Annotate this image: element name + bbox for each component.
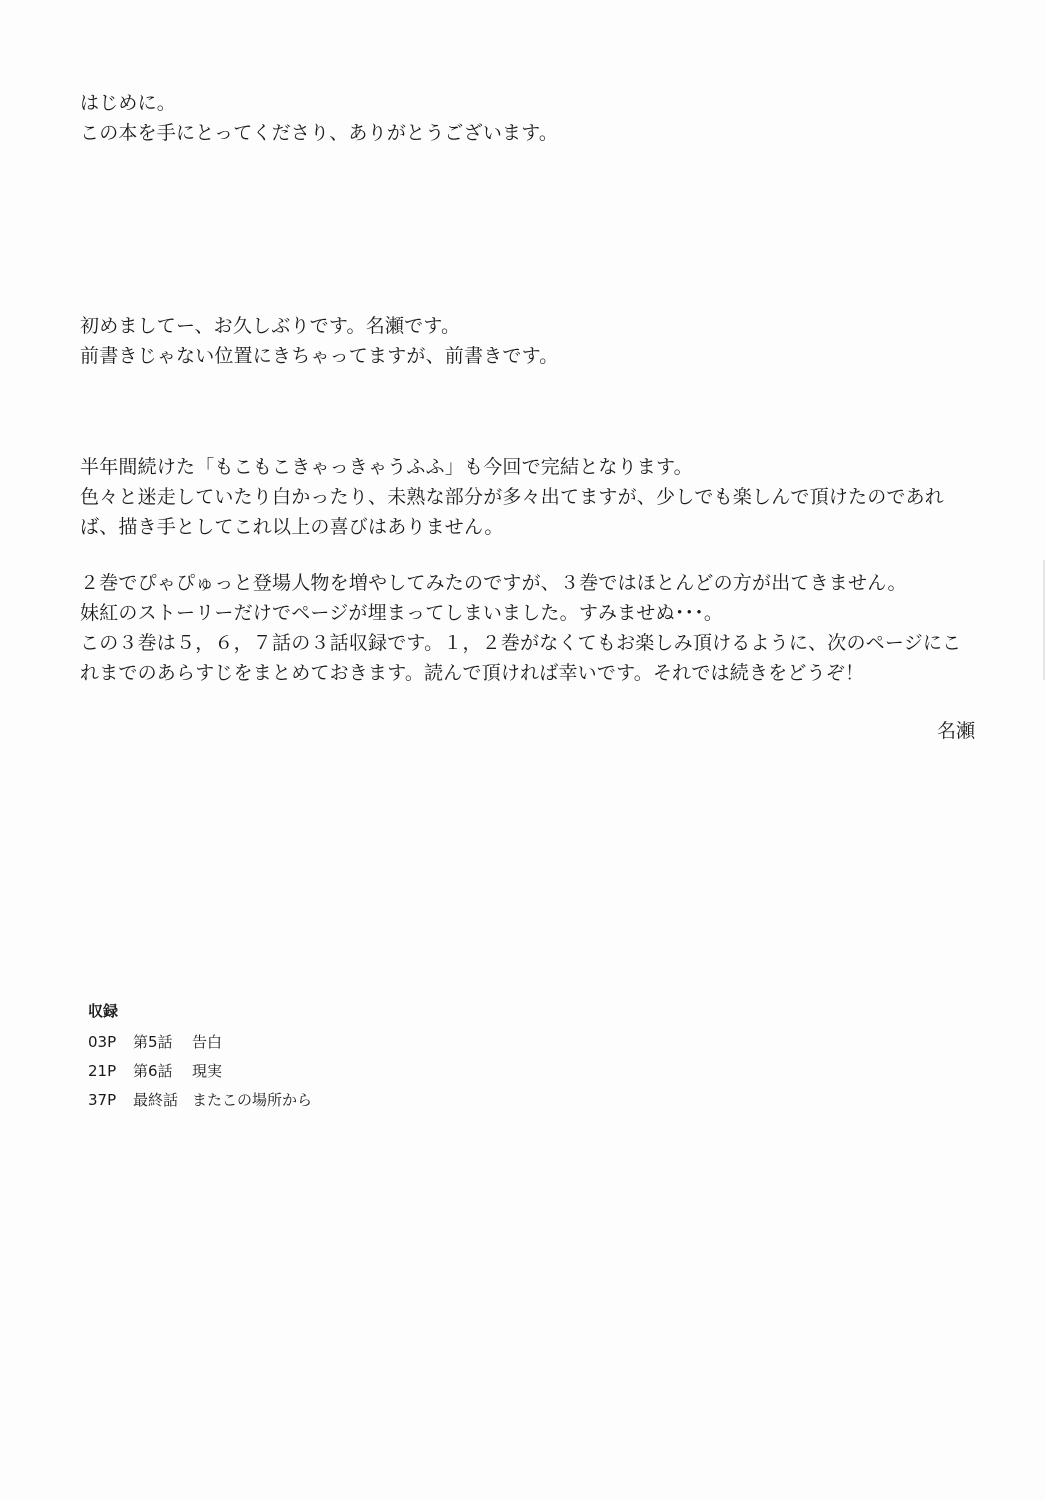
paragraph-line: ば、描き手としてこれ以上の喜びはありません。 — [80, 516, 504, 538]
intro-block — [80, 88, 980, 148]
contents-page-number: 03P — [88, 1033, 117, 1051]
contents-episode-title: 告白 — [192, 1033, 223, 1051]
paragraph-line: ２巻でぴゃぴゅっと登場人物を増やしてみたのですが、３巻ではほとんどの方が出てきません。 — [80, 572, 907, 594]
paragraph-line: れまでのあらすじをまとめておきます。読んで頂ければ幸いです。それでは続きをどうぞ！ — [80, 662, 865, 684]
author-signature: 名瀬 — [936, 720, 975, 742]
contents-episode: 第6話 — [133, 1062, 173, 1080]
contents-list — [88, 998, 312, 1115]
contents-episode: 最終話 — [133, 1091, 179, 1109]
contents-title: 収録 — [88, 1002, 119, 1020]
contents-page-number: 37P — [88, 1091, 117, 1109]
greeting-paragraph — [80, 311, 980, 371]
paragraph-line: この３巻は５，６，７話の３話収録です。１，２巻がなくてもお楽しみ頂けるように、次のページにこ — [80, 632, 962, 654]
volume-notes-paragraph — [80, 568, 980, 688]
contents-episode-title: 現実 — [192, 1062, 223, 1080]
contents-row — [88, 1057, 312, 1086]
contents-row — [88, 1028, 312, 1057]
contents-row — [88, 1086, 312, 1115]
intro-thanks-line: この本を手にとってくださり、ありがとうございます。 — [80, 122, 559, 144]
completion-paragraph — [80, 452, 980, 542]
contents-page-number: 21P — [88, 1062, 117, 1080]
paragraph-line: 色々と迷走していたり白かったり、未熟な部分が多々出てますが、少しでも楽しんで頂けたのであれ — [80, 486, 945, 508]
contents-episode: 第5話 — [133, 1033, 173, 1051]
intro-heading: はじめに。 — [80, 92, 177, 114]
paragraph-line: 妹紅のストーリーだけでページが埋まってしまいました。すみませぬ･･･。 — [80, 602, 724, 624]
paragraph-line: 前書きじゃない位置にきちゃってますが、前書きです。 — [80, 345, 559, 367]
paragraph-line: 初めましてー、お久しぶりです。名瀬です。 — [80, 315, 461, 337]
paragraph-line: 半年間続けた「もこもこきゃっきゃうふふ」も今回で完結となります。 — [80, 456, 693, 478]
contents-episode-title: またこの場所から — [192, 1091, 313, 1109]
